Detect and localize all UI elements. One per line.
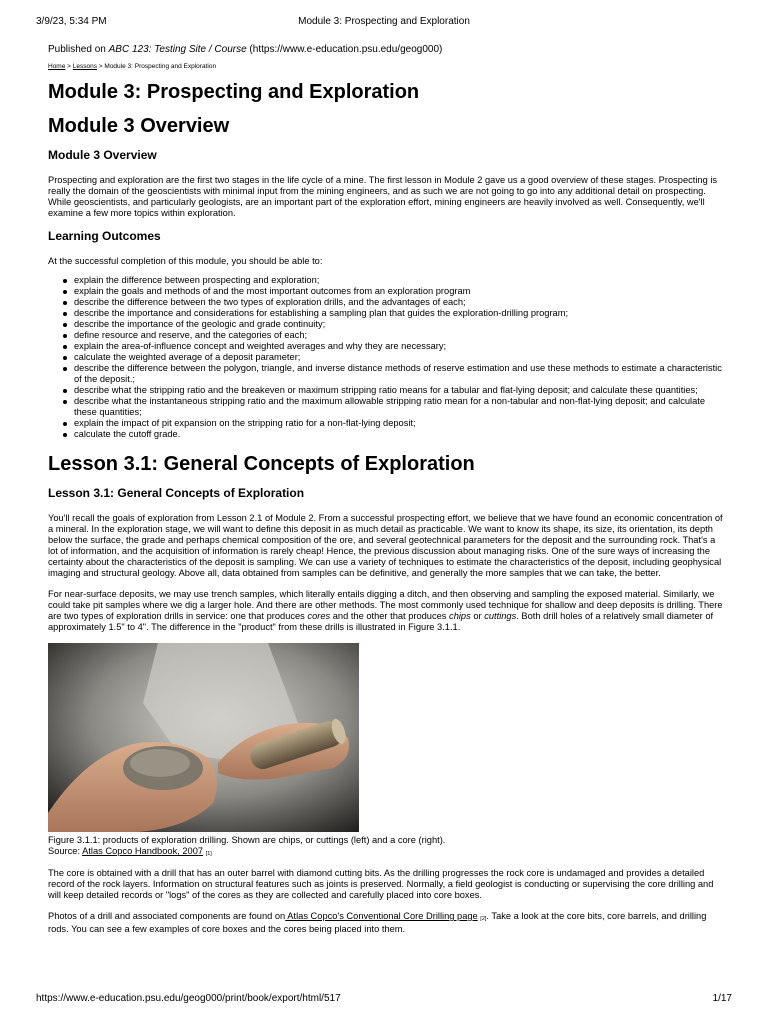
learning-outcome-item: explain the impact of pit expansion on the stripping ratio for a non-flat-lying deposit; <box>74 418 724 429</box>
learning-outcome-item: describe the importance of the geologic and grade continuity; <box>74 319 724 330</box>
lesson-paragraph-4 <box>48 911 724 935</box>
atlas-copco-core-drilling-link[interactable]: Atlas Copco's Conventional Core Drilling page <box>285 911 478 921</box>
learning-outcome-item: describe what the instantaneous stripping ratio and the maximum allowable stripping ratio mean for a non-tabular and non-flat-lying deposit; and calculate these quantities; <box>74 396 724 418</box>
figure-caption-text: Figure 3.1.1: products of exploration drilling. Shown are chips, or cuttings (left) and a core (right). <box>48 835 446 845</box>
learning-outcome-item: calculate the weighted average of a deposit parameter; <box>74 352 724 363</box>
lesson-subtitle: Lesson 3.1: General Concepts of Exploration <box>48 486 305 500</box>
lesson-p2-text: or <box>470 611 485 621</box>
lesson-p2-cuttings: cuttings <box>484 611 517 621</box>
lesson-paragraph-3: The core is obtained with a drill that has an outer barrel with diamond cutting bits. As the drilling progresses the rock core is undamaged and provides a detailed record of the rock layers. Information on structural features such as joints is preserved. Normally, a field geologist is conducting or supervising the core drilling and will keep detailed records or "logs" of the cores as they are collected and carefully placed into core boxes. <box>48 868 714 900</box>
breadcrumb-lessons-link[interactable]: Lessons <box>72 63 97 70</box>
breadcrumb-separator: > <box>96 63 105 70</box>
lesson-p4-ref: [2] <box>480 916 487 922</box>
learning-outcome-item: describe the importance and considerations for establishing a sampling plan that guides the exploration-drilling program; <box>74 308 724 319</box>
lesson-p2-text: and the other that produces <box>330 611 450 621</box>
published-prefix: Published on <box>48 44 109 55</box>
learning-outcome-item: explain the area-of-influence concept and weighted averages and why they are necessary; <box>74 341 724 352</box>
learning-outcome-item: explain the difference between prospecting and exploration; <box>74 275 724 286</box>
published-url-link[interactable]: (https://www.e-education.psu.edu/geog000) <box>246 44 443 55</box>
figure-source-label: Source: <box>48 846 83 856</box>
published-site: ABC 123: Testing Site / Course <box>108 44 247 55</box>
learning-outcome-item: define resource and reserve, and the categories of each; <box>74 330 724 341</box>
breadcrumb-home-link[interactable]: Home <box>48 63 66 70</box>
learning-outcome-item: describe what the stripping ratio and the breakeven or maximum stripping ratio means for a tabular and flat-lying deposit; and calculate these quantities; <box>74 385 724 396</box>
lesson-paragraph-1: You'll recall the goals of exploration from Lesson 2.1 of Module 2. From a successful prospecting effort, we believe that we have found an economic concentration of a mineral. In the exploration stage, we will want to define this deposit in as much detail as practicable. We want to know its shape, its size, its orientation, its depth below the surface, the grade and perhaps chemical composition of the ore, and several geotechnical parameters for the deposit and the surrounding rock. That's a lot of information, and the acquisition of information is rarely cheap! Hence, the previous discussion about managing risks. One of the sure ways of increasing the certainty about the characteristics of the deposit is sampling. We can use a variety of techniques to estimate the characteristics of the deposit, including geophysical imaging and structural geology. Above all, data obtained from samples can be definitive, and generally the more samples that we can take, the better. <box>48 513 723 578</box>
print-page-title: Module 3: Prospecting and Exploration <box>298 16 470 27</box>
print-datetime: 3/9/23, 5:34 PM <box>36 16 107 27</box>
published-line <box>48 44 724 55</box>
overview-subtitle: Module 3 Overview <box>48 148 157 162</box>
lesson-p2-text: . Both drill holes of a relatively small diameter of approximately 1.5" to 4". The difference in the "product" from these drills is illustrated in Figure 3.1.1. <box>48 611 714 632</box>
learning-outcomes-title: Learning Outcomes <box>48 229 161 243</box>
overview-title: Module 3 Overview <box>48 115 230 137</box>
learning-outcomes-intro: At the successful completion of this module, you should be able to: <box>48 256 323 266</box>
learning-outcomes-list <box>48 275 724 440</box>
lesson-p2-cores: cores <box>307 611 331 621</box>
figure-drilling-products-photo <box>48 643 359 832</box>
print-header <box>36 16 732 30</box>
lesson-p4-text: . Take a look at the core bits, core barrels, and drilling rods. You can see a few examples of core boxes and the cores being placed into them. <box>48 911 707 934</box>
figure-caption <box>48 835 724 859</box>
page-content <box>48 44 724 945</box>
lesson-p4-text: Photos of a drill and associated components are found on <box>48 911 286 921</box>
print-footer <box>36 993 732 1007</box>
learning-outcome-item: describe the difference between the polygon, triangle, and inverse distance methods of reserve estimation and use these methods to estimate a characteristic of the deposit.; <box>74 363 724 385</box>
learning-outcome-item: describe the difference between the two types of exploration drills, and the advantages of each; <box>74 297 724 308</box>
module-title: Module 3: Prospecting and Exploration <box>48 81 420 103</box>
breadcrumb-current: Module 3: Prospecting and Exploration <box>104 63 217 70</box>
lesson-p2-text: For near-surface deposits, we may use trench samples, which literally entails digging a ditch, and then observing and sampling the exposed material. Similarly, we could take pit samples where we dig a larger hole. And there are other methods. The most commonly used technique for shallow and deep deposits is drilling. There are two types of exploration drills in service: one that produces <box>48 589 723 621</box>
print-footer-url: https://www.e-education.psu.edu/geog000/print/book/export/html/517 <box>36 993 341 1004</box>
lesson-paragraph-2 <box>48 589 724 633</box>
overview-paragraph: Prospecting and exploration are the first two stages in the life cycle of a mine. The first lesson in Module 2 gave us a good overview of these stages. Prospecting is really the domain of the geoscientists with minimal input from the mining engineers, and as such we are not going to go into any additional detail on prospecting. While geoscientists, and particularly geologists, are an important part of the exploration effort, mining engineers are heavily involved as well. Consequently, we'll examine a few more topics within exploration. <box>48 175 718 218</box>
learning-outcome-item: explain the goals and methods of and the most important outcomes from an exploration program <box>74 286 724 297</box>
learning-outcome-item: calculate the cutoff grade. <box>74 429 724 440</box>
breadcrumb <box>48 63 724 70</box>
figure-source-link[interactable]: Atlas Copco Handbook, 2007 <box>82 846 204 856</box>
breadcrumb-separator: > <box>65 63 73 70</box>
lesson-title: Lesson 3.1: General Concepts of Exploration <box>48 453 475 475</box>
print-page-number: 1/17 <box>712 993 732 1004</box>
figure-source-ref: [1] <box>205 851 212 857</box>
lesson-p2-chips: chips <box>449 611 471 621</box>
figure-source <box>48 846 724 859</box>
photo-hands-chips-and-core <box>48 643 359 832</box>
